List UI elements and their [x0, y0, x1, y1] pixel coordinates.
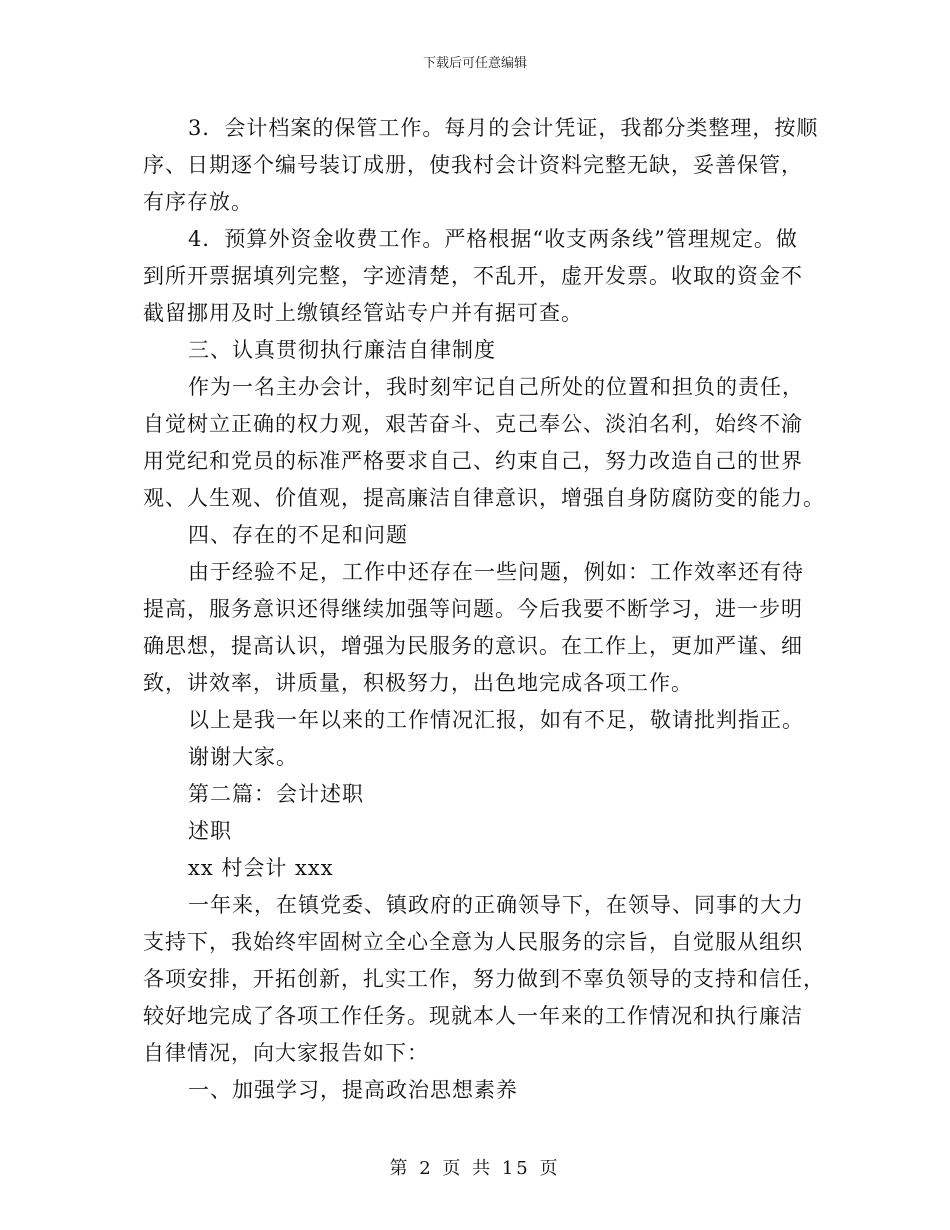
paragraph-line: 截留挪用及时上缴镇经管站专户并有据可查。 — [143, 301, 583, 325]
paragraph-line: 序、日期逐个编号装订成册，使我村会计资料完整无缺，妥善保管， — [143, 153, 803, 177]
paragraph-line: 各项安排，开拓创新，扎实工作，努力做到不辜负领导的支持和信任， — [143, 967, 825, 991]
paragraph-line: 提高，服务意识还得继续加强等问题。今后我要不断学习，进一步明 — [143, 597, 803, 621]
section-heading: 四、存在的不足和问题 — [188, 523, 408, 547]
chapter-title: 第二篇：会计述职 — [188, 782, 364, 806]
page-header: 下载后可任意编辑 — [422, 56, 527, 71]
paragraph-line: 自觉树立正确的权力观，艰苦奋斗、克己奉公、淡泊名利，始终不渝 — [143, 412, 803, 436]
paragraph-line: 用党纪和党员的标准严格要求自己、约束自己，努力改造自己的世界 — [143, 449, 803, 473]
paragraph-line: 谢谢大家。 — [188, 745, 298, 769]
paragraph-line: 有序存放。 — [143, 190, 253, 214]
paragraph-line: 以上是我一年以来的工作情况汇报，如有不足，敬请批判指正。 — [188, 708, 804, 732]
paragraph-line: 到所开票据填列完整，字迹清楚，不乱开，虚开发票。收取的资金不 — [143, 264, 803, 288]
paragraph-line: 确思想，提高认识，增强为民服务的意识。在工作上，更加严谨、细 — [143, 634, 803, 658]
author-line: xx 村会计 xxx — [188, 856, 334, 880]
paragraph-line: 作为一名主办会计，我时刻牢记自己所处的位置和担负的责任， — [188, 375, 804, 399]
subtitle: 述职 — [188, 819, 232, 843]
paragraph-line: 支持下，我始终牢固树立全心全意为人民服务的宗旨，自觉服从组织 — [143, 930, 803, 954]
paragraph-line: 3．会计档案的保管工作。每月的会计凭证，我都分类整理，按顺 — [188, 116, 819, 140]
document-body — [143, 110, 825, 1109]
section-heading: 一、加强学习，提高政治思想素养 — [188, 1078, 518, 1102]
paragraph-line: 由于经验不足，工作中还存在一些问题，例如：工作效率还有待 — [188, 560, 804, 584]
paragraph-line: 4．预算外资金收费工作。严格根据“收支两条线”管理规定。做 — [188, 227, 798, 251]
paragraph-line: 观、人生观、价值观，提高廉洁自律意识，增强自身防腐防变的能力。 — [143, 486, 825, 510]
paragraph-line: 致，讲效率，讲质量，积极努力，出色地完成各项工作。 — [143, 671, 693, 695]
section-heading: 三、认真贯彻执行廉洁自律制度 — [188, 338, 496, 362]
paragraph-line: 较好地完成了各项工作任务。现就本人一年来的工作情况和执行廉洁 — [143, 1004, 803, 1028]
paragraph-line: 自律情况，向大家报告如下： — [143, 1041, 429, 1065]
paragraph-line: 一年来，在镇党委、镇政府的正确领导下，在领导、同事的大力 — [188, 893, 804, 917]
page-footer: 第 2 页 共 15 页 — [389, 1158, 561, 1179]
